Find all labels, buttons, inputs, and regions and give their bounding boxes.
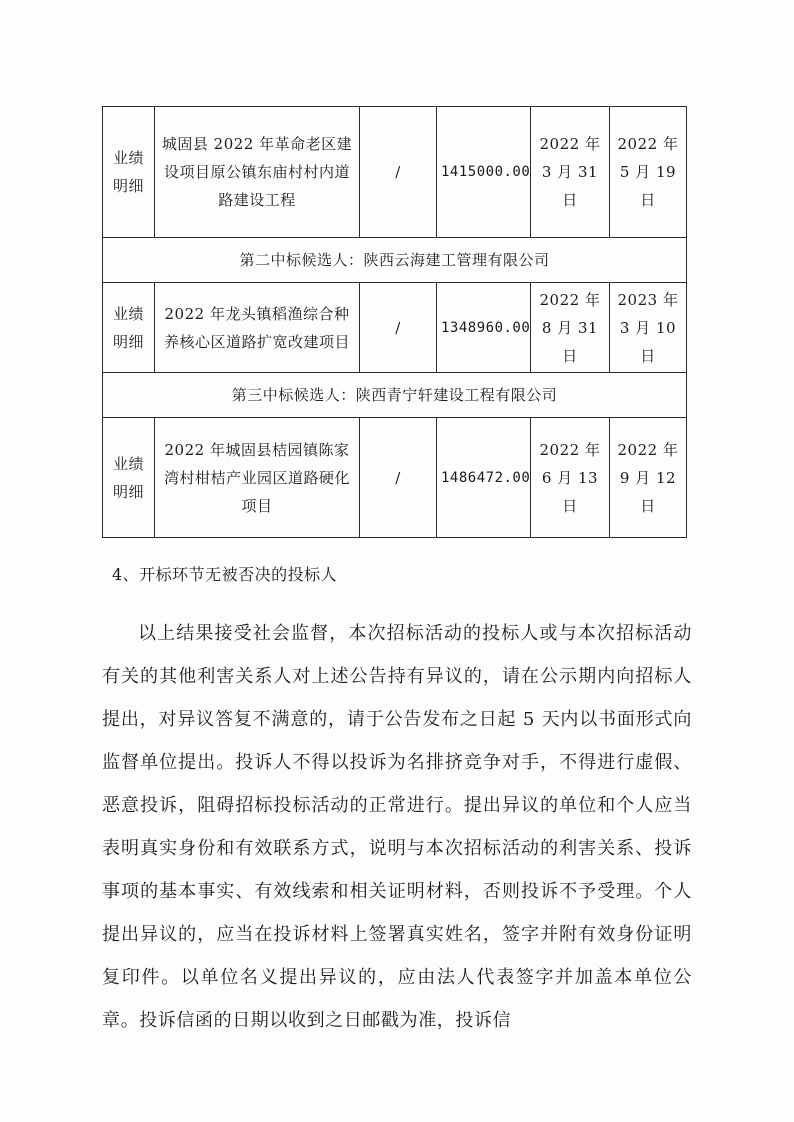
candidate-text: 第二中标候选人：陕西云海建工管理有限公司 [103, 238, 687, 283]
end-date: 2022 年 5 月 19 日 [610, 107, 687, 238]
project-name: 2022 年龙头镇稻渔综合种养核心区道路扩宽改建项目 [155, 283, 360, 373]
candidate-row [103, 238, 687, 283]
start-date: 2022 年 8 月 31 日 [531, 283, 610, 373]
table-row [103, 283, 687, 373]
row-label: 业绩明细 [103, 418, 155, 538]
body-paragraph: 以上结果接受社会监督，本次招标活动的投标人或与本次招标活动有关的其他利害关系人对上述公告持有异议的，请在公示期内向招标人提出，对异议答复不满意的，请于公告发布之日起 5 天内以书面形式向监督单位提出。投诉人不得以投诉为名排挤竞争对手，不得进行虚假、恶意投诉，阻碍招标投标活动的正常进行。提出异议的单位和个人应当表明真实身份和有效联系方式，说明与本次招标活动的利害关系、投诉事项的基本事实、有效线索和相关证明材料，否则投诉不予受理。个人提出异议的，应当在投诉材料上签署真实姓名，签字并附有效身份证明复印件。以单位名义提出异议的，应由法人代表签字并加盖本单位公章。投诉信函的日期以收到之日邮戳为准，投诉信 [102, 623, 692, 1031]
row-label: 业绩明细 [103, 283, 155, 373]
amount-cell: 1486472.00 [437, 418, 531, 538]
project-name: 城固县 2022 年革命老区建设项目原公镇东庙村村内道路建设工程 [155, 107, 360, 238]
performance-table [102, 106, 687, 538]
table-row [103, 107, 687, 238]
start-date: 2022 年 6 月 13 日 [531, 418, 610, 538]
slash-cell: / [360, 418, 437, 538]
row-label: 业绩明细 [103, 107, 155, 238]
candidate-text: 第三中标候选人：陕西青宁轩建设工程有限公司 [103, 373, 687, 418]
slash-cell: / [360, 107, 437, 238]
slash-cell: / [360, 283, 437, 373]
candidate-row [103, 373, 687, 418]
end-date: 2022 年 9 月 12 日 [610, 418, 687, 538]
end-date: 2023 年 3 月 10 日 [610, 283, 687, 373]
project-name: 2022 年城固县桔园镇陈家湾村柑桔产业园区道路硬化项目 [155, 418, 360, 538]
start-date: 2022 年 3 月 31 日 [531, 107, 610, 238]
table-row [103, 418, 687, 538]
section-heading: 4、开标环节无被否决的投标人 [112, 565, 338, 584]
amount-cell: 1415000.00 [437, 107, 531, 238]
amount-cell: 1348960.00 [437, 283, 531, 373]
